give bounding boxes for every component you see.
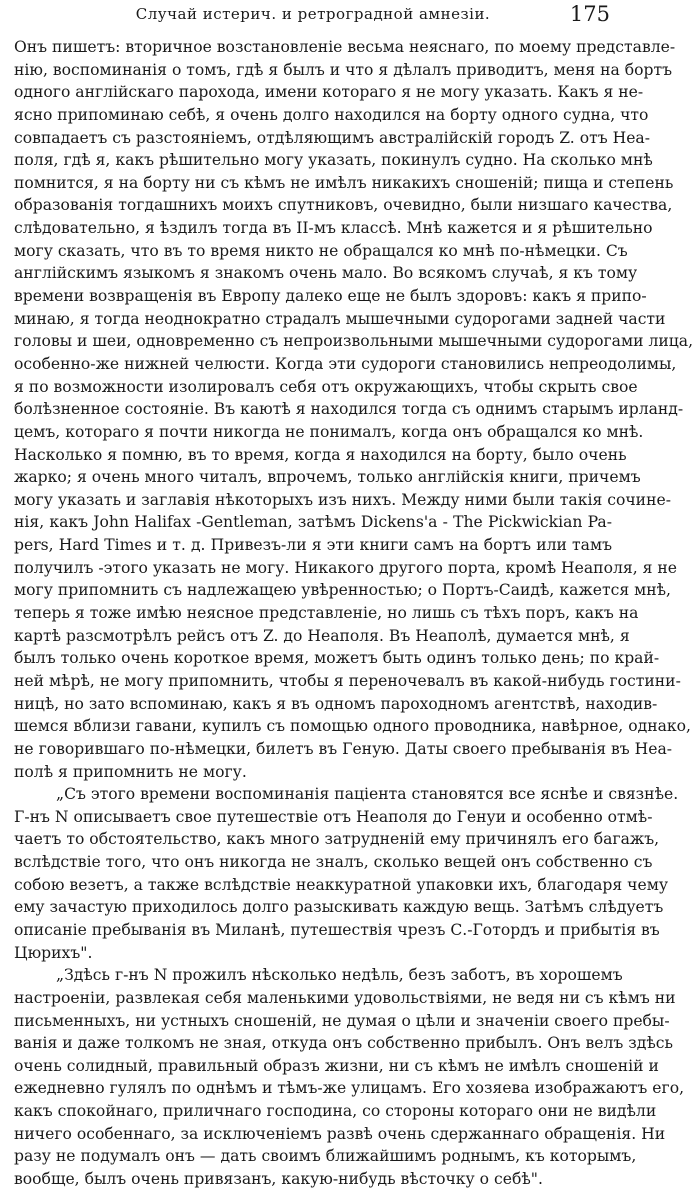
text-line: Цюрихъ".	[14, 943, 93, 962]
text-line: собою везетъ, а также вслѣдствіе неаккуратной упаковки ихъ, благодаря чему	[14, 875, 669, 894]
running-title: Случай истерич. и ретроградной амнезіи.	[135, 5, 491, 23]
text-line: болѣзненное состояніе. Въ каютѣ я находился тогда съ однимъ старымъ ирланд-	[14, 400, 684, 419]
text-line: разу не подумалъ онъ — дать своимъ ближайшимъ роднымъ, къ которымъ,	[14, 1147, 637, 1166]
page-number: 175	[569, 2, 610, 26]
text-line: „Здѣсь г-нъ N прожилъ нѣсколько недѣль, безъ заботъ, въ хорошемъ	[56, 966, 623, 985]
text-line: Онъ пишетъ: вторичное возстановленіе весьма неяснаго, по моему представле-	[14, 38, 676, 56]
text-line: шемся вблизи гавани, купилъ съ помощью одного проводника, навѣрное, однако,	[14, 717, 691, 736]
text-line: ницѣ, но зато вспоминаю, какъ я въ одномъ пароходномъ агентствѣ, находив-	[14, 694, 658, 713]
text-line: „Съ этого времени воспоминанія пацiента становятся все яснѣе и связнѣе.	[56, 785, 679, 804]
text-line: вслѣдствіе того, что онъ никогда не зналъ, сколько вещей онъ собственно съ	[14, 853, 653, 872]
text-line: могу указать и заглавія нѣкоторыхъ изъ нихъ. Между ними были такія сочине-	[14, 490, 671, 509]
text-line: полѣ я припомнить не могу.	[14, 762, 247, 781]
text-line: какъ спокойнаго, приличнаго господина, со стороны котораго они не видѣли	[14, 1102, 657, 1121]
text-line: жарко; я очень много читалъ, впрочемъ, только англійскія книги, причемъ	[14, 468, 641, 487]
text-line: могу припомнить съ надлежащею увѣренностью; о Портъ-Саидѣ, кажется мнѣ,	[14, 581, 672, 600]
text-line: минаю, я тогда неоднократно страдалъ мышечными судорогами задней части	[14, 309, 666, 328]
text-line: Г-нъ N описываетъ свое путешествіе отъ Неаполя до Генуи и особенно отмѣ-	[14, 807, 653, 826]
text-line: слѣдовательно, я ѣздилъ тогда въ II-мъ классѣ. Мнѣ кажется и я рѣшительно	[14, 219, 653, 238]
text-line: ничего особеннаго, за исключеніемъ развѣ очень сдержаннаго обращенія. Ни	[14, 1124, 666, 1143]
text-line: нію, воспоминанія о томъ, гдѣ я былъ и что я дѣлалъ приводитъ, меня на бортъ	[14, 60, 673, 79]
text-line: вообще, былъ очень привязанъ, какую-нибудь вѣсточку о себѣ".	[14, 1170, 543, 1189]
text-line: ежедневно гулялъ по однѣмъ и тѣмъ-же улицамъ. Его хозяева изображаютъ его,	[14, 1079, 685, 1098]
text-line: помнится, я на борту ни съ кѣмъ не имѣлъ никакихъ сношеній; пища и степень	[14, 173, 674, 192]
text-line: ему зачастую приходилось долго разыскивать каждую вещь. Затѣмъ слѣдуетъ	[14, 898, 664, 917]
text-line: времени возвращенія въ Европу далеко еще не былъ здоровъ: какъ я припо-	[14, 287, 647, 306]
text-line: образованія тогдашнихъ моихъ спутниковъ, очевидно, были низшаго качества,	[14, 196, 673, 215]
text-line: получилъ -этого указать не могу. Никакого другого порта, кромѣ Неаполя, я не	[14, 558, 678, 577]
text-line: очень солидный, правильный образъ жизни, ни съ кѣмъ не имѣлъ сношеній и	[14, 1056, 659, 1075]
page-header	[14, 0, 612, 36]
text-line: Насколько я помню, въ то время, когда я находился на борту, было очень	[14, 445, 627, 464]
text-line: теперь я тоже имѣю неясное представленіе, но лишь съ тѣхъ поръ, какъ на	[14, 604, 639, 623]
text-line: головы и шеи, одновременно съ непроизвольными мышечными судорогами лица,	[14, 332, 693, 351]
text-line: нія, какъ John Halifax -Gentleman, затѣмъ Dickens'a - The Pickwickian Pa-	[14, 513, 612, 532]
text-line: pers, Hard Times и т. д. Привезъ-ли я эти книги самъ на бортъ или тамъ	[14, 536, 612, 555]
text-line: картѣ разсмотрѣлъ рейсъ отъ Z. до Неаполя. Въ Неаполѣ, думается мнѣ, я	[14, 626, 630, 645]
text-line: былъ только очень короткое время, можетъ быть одинъ только день; по край-	[14, 649, 660, 668]
text-line: одного англійскаго парохода, имени котораго я не могу указать. Какъ я не-	[14, 83, 644, 102]
text-line: настроеніи, развлекая себя маленькими удовольствіями, не ведя ни съ кѣмъ ни	[14, 988, 676, 1007]
text-line: поля, гдѣ я, какъ рѣшительно могу указать, покинулъ судно. На сколько мнѣ	[14, 151, 653, 170]
text-line: письменныхъ, ни устныхъ сношеній, не думая о цѣли и значеніи своего пребы-	[14, 1011, 670, 1030]
text-line: ванія и даже толкомъ не зная, откуда онъ собственно прибылъ. Онъ велъ здѣсь	[14, 1034, 673, 1053]
text-line: особенно-же нижней челюсти. Когда эти судороги становились непреодолимы,	[14, 354, 677, 373]
text-line: ней мѣрѣ, не могу припомнить, чтобы я переночевалъ въ какой-нибудь гостини-	[14, 671, 681, 690]
text-line: я по возможности изолировалъ себя отъ окружающихъ, чтобы скрыть свое	[14, 377, 638, 396]
text-line: не говорившаго по-нѣмецки, билетъ въ Геную. Даты своего пребыванія въ Неа-	[14, 739, 673, 758]
text-line: цемъ, котораго я почти никогда не понималъ, когда онъ обращался ко мнѣ.	[14, 422, 644, 441]
text-line: чаетъ то обстоятельство, какъ много затрудненій ему причинялъ его багажъ,	[14, 830, 660, 849]
body-text	[14, 36, 693, 1191]
text-line: англійскимъ языкомъ я знакомъ очень мало. Во всякомъ случаѣ, я къ тому	[14, 264, 638, 283]
text-line: совпадаетъ съ разстояніемъ, отдѣляющимъ австралійскій городъ Z. отъ Неа-	[14, 128, 651, 147]
text-line: ясно припоминаю себѣ, я очень долго находился на борту одного судна, что	[14, 105, 649, 124]
text-line: описаніе пребыванія въ Миланѣ, путешествія чрезъ С.-Готордъ и прибытія въ	[14, 920, 660, 939]
text-line: могу сказать, что въ то время никто не обращался ко мнѣ по-нѣмецки. Съ	[14, 241, 628, 260]
